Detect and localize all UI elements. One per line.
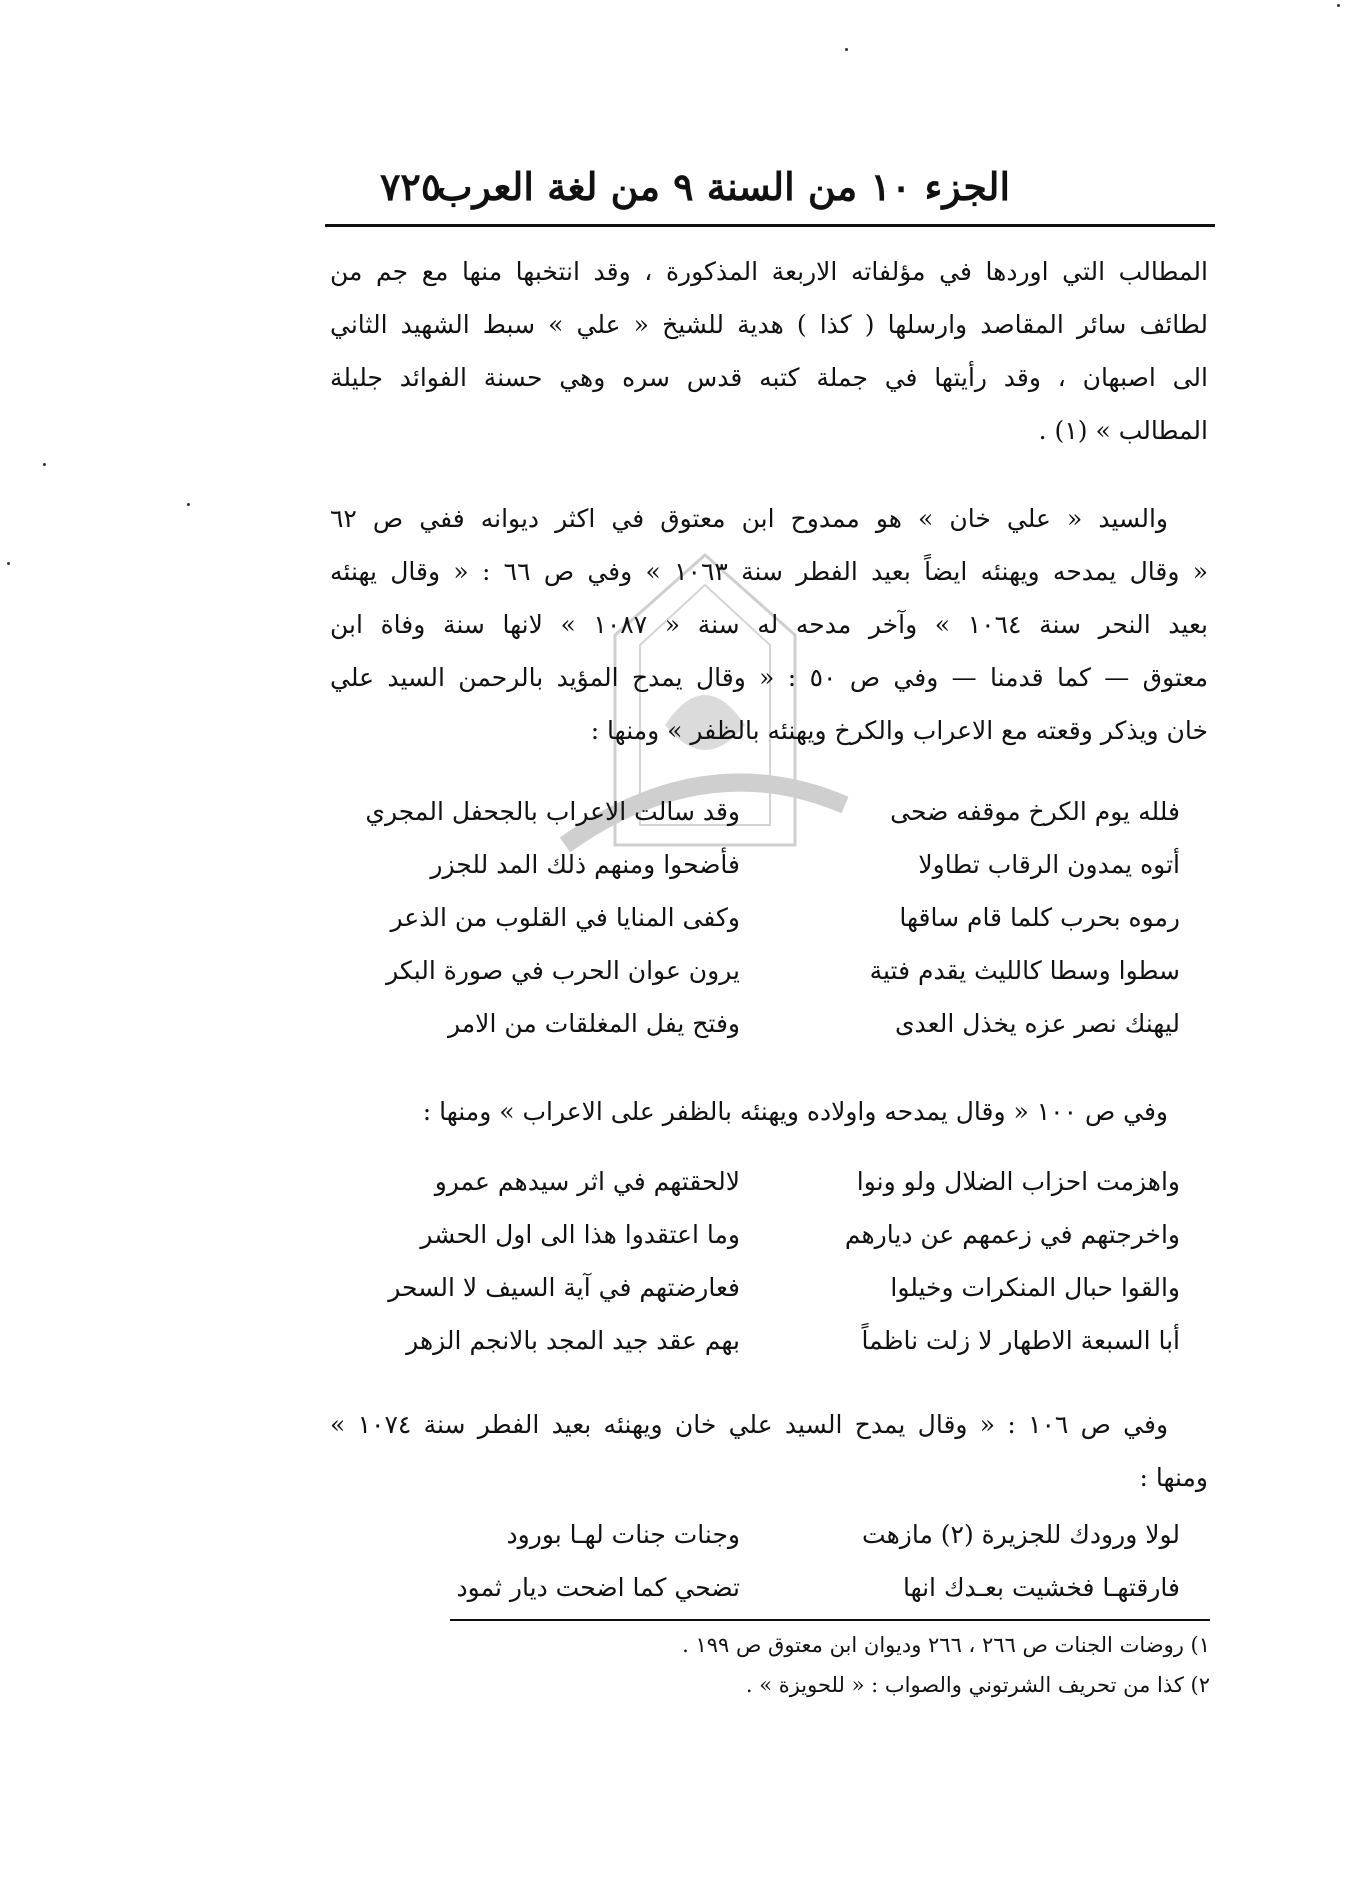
hemistich-second: وجنات جنات لهـا بورود [506, 1520, 740, 1549]
footnote-rule [450, 1619, 1210, 1621]
text-line: ومنها : [1139, 1463, 1208, 1492]
text-line: خان ويذكر وقعته مع الاعراب والكرخ ويهنئه بالظفر » ومنها : [590, 716, 1208, 745]
hemistich-second: بهم عقد جيد المجد بالانجم الزهر [406, 1326, 740, 1355]
header-title: الجزء ١٠ من السنة ٩ من لغة العرب [436, 164, 1010, 209]
text-line: والسيد « علي خان » هو ممدوح ابن معتوق في اكثر ديوانه ففي ص ٦٢ [330, 504, 1168, 533]
paragraph-1 [330, 245, 1208, 457]
hemistich-first: أتوه يمدون الرقاب تطاولا [918, 850, 1180, 879]
text-line: بعيد النحر سنة ١٠٦٤ » وآخر مدحه له سنة « ١٠٨٧ » لانها سنة وفاة ابن [330, 610, 1208, 639]
text-line: المطالب التي اوردها في مؤلفاته الاربعة المذكورة ، وقد انتخبها منها مع جم من [330, 257, 1208, 286]
text-line: وفي ص ١٠٦ : « وقال يمدح السيد علي خان ويهنئه بعيد الفطر سنة ١٠٧٤ » [330, 1410, 1169, 1439]
hemistich-first: واهزمت احزاب الضلال ولو ونوا [856, 1167, 1180, 1196]
hemistich-first: فلله يوم الكرخ موقفه ضحى [890, 797, 1180, 826]
verse [330, 997, 1180, 1050]
hemistich-first: ليهنك نصر عزه يخذل العدى [894, 1009, 1180, 1038]
hemistich-first: سطوا وسطا كالليث يقدم فتية [869, 956, 1180, 985]
hemistich-first: والقوا حبال المنكرات وخيلوا [890, 1273, 1180, 1302]
hemistich-second: لالحقتهم في اثر سيدهم عمرو [434, 1167, 740, 1196]
poem-verses-3 [330, 1508, 1180, 1614]
text-line: وفي ص ١٠٠ « وقال يمدحه واولاده ويهنئه بالظفر على الاعراب » ومنها : [422, 1097, 1168, 1126]
poem-verses-2 [330, 1155, 1180, 1367]
hemistich-first: واخرجتهم في زعمهم عن ديارهم [844, 1220, 1180, 1249]
text-line: لطائف سائر المقاصد وارسلها ( كذا ) هدية للشيخ « علي » سبط الشهيد الثاني [330, 310, 1208, 339]
verse [330, 785, 1180, 838]
scan-speck [187, 503, 190, 506]
running-header [350, 158, 1010, 216]
hemistich-second: تضحي كما اضحت ديار ثمود [456, 1573, 740, 1602]
header-rule [325, 224, 1215, 227]
hemistich-second: فأضحوا ومنهم ذلك المد للجزر [430, 850, 740, 879]
hemistich-first: لولا ورودك للجزيرة (٢) مازهت [862, 1520, 1180, 1549]
hemistich-second: وما اعتقدوا هذا الى اول الحشر [420, 1220, 740, 1249]
verse [330, 1261, 1180, 1314]
text-line: المطالب » (١) . [1038, 416, 1208, 445]
verse [330, 944, 1180, 997]
hemistich-first: رموه بحرب كلما قام ساقها [899, 903, 1180, 932]
hemistich-first: فارقتهـا فخشيت بعـدك انها [902, 1573, 1180, 1602]
hemistich-second: وفتح يفل المغلقات من الامر [448, 1009, 740, 1038]
footnote: ٢) كذا من تحريف الشرتوني والصواب : « للحويزة » . [745, 1673, 1210, 1697]
hemistich-second: فعارضتهم في آية السيف لا السحر [388, 1273, 740, 1302]
paragraph-4 [330, 1398, 1208, 1504]
verse [330, 1208, 1180, 1261]
hemistich-second: وقد سالت الاعراب بالجحفل المجري [365, 797, 740, 826]
text-line: معتوق — كما قدمنا — وفي ص ٥٠ : « وقال يمدح المؤيد بالرحمن السيد علي [330, 663, 1208, 692]
verse [330, 838, 1180, 891]
hemistich-second: يرون عوان الحرب في صورة البكر [386, 956, 740, 985]
scan-speck [845, 48, 848, 51]
page-number: ٧٢٥ [380, 164, 442, 209]
footnote: ١) روضات الجنات ص ٢٦٦ ، ٢٦٦ وديوان ابن معتوق ص ١٩٩ . [682, 1633, 1210, 1657]
paragraph-3 [330, 1085, 1208, 1138]
verse [330, 1314, 1180, 1367]
scan-speck [43, 463, 46, 466]
verse [330, 1155, 1180, 1208]
scan-speck [1337, 4, 1340, 7]
text-line: « وقال يمدحه ويهنئه ايضاً بعيد الفطر سنة ١٠٦٣ » وفي ص ٦٦ : « وقال يهنئه [330, 557, 1208, 586]
hemistich-second: وكفى المنايا في القلوب من الذعر [390, 903, 740, 932]
verse [330, 1561, 1180, 1614]
footnotes [450, 1625, 1210, 1705]
hemistich-first: أبا السبعة الاطهار لا زلت ناظماً [861, 1326, 1180, 1355]
poem-verses-1 [330, 785, 1180, 1050]
verse [330, 1508, 1180, 1561]
paragraph-2 [330, 492, 1208, 757]
verse [330, 891, 1180, 944]
text-line: الى اصبهان ، وقد رأيتها في جملة كتبه قدس سره وهي حسنة الفوائد جليلة [330, 363, 1208, 392]
scan-speck [7, 562, 10, 565]
